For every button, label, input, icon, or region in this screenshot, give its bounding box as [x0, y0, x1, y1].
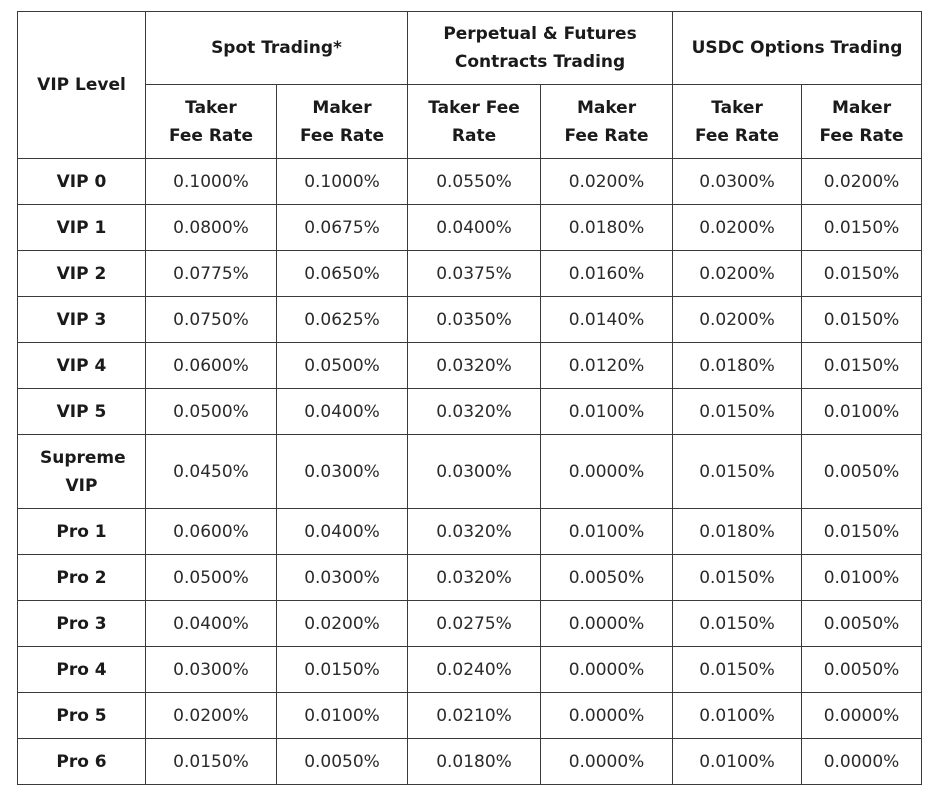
usdc-taker-header: Taker Fee Rate: [673, 85, 802, 159]
perp-taker-fee-cell: 0.0320%: [408, 343, 541, 389]
perp-maker-fee-cell: 0.0180%: [541, 205, 673, 251]
vip-level-cell: Supreme VIP: [18, 435, 146, 509]
perp-maker-fee-cell: 0.0140%: [541, 297, 673, 343]
perp-maker-fee-cell: 0.0000%: [541, 647, 673, 693]
spot-maker-fee-cell: 0.0100%: [277, 693, 408, 739]
spot-taker-fee-cell: 0.0775%: [146, 251, 277, 297]
spot-taker-fee-cell: 0.0300%: [146, 647, 277, 693]
usdc-maker-fee-cell: 0.0050%: [802, 647, 922, 693]
vip-level-cell: VIP 1: [18, 205, 146, 251]
perp-maker-fee-cell: 0.0000%: [541, 693, 673, 739]
spot-taker-fee-cell: 0.1000%: [146, 159, 277, 205]
usdc-options-header: USDC Options Trading: [673, 12, 922, 85]
perp-taker-fee-cell: 0.0320%: [408, 555, 541, 601]
spot-taker-fee-cell: 0.0450%: [146, 435, 277, 509]
spot-taker-header: Taker Fee Rate: [146, 85, 277, 159]
perpetual-futures-header: Perpetual & Futures Contracts Trading: [408, 12, 673, 85]
usdc-maker-fee-cell: 0.0050%: [802, 435, 922, 509]
vip-level-cell: VIP 4: [18, 343, 146, 389]
usdc-taker-fee-cell: 0.0180%: [673, 343, 802, 389]
usdc-taker-fee-cell: 0.0150%: [673, 555, 802, 601]
table-row: [18, 509, 922, 555]
usdc-maker-header: Maker Fee Rate: [802, 85, 922, 159]
usdc-maker-fee-cell: 0.0000%: [802, 693, 922, 739]
spot-maker-fee-cell: 0.0150%: [277, 647, 408, 693]
table-row: [18, 343, 922, 389]
perp-taker-fee-cell: 0.0210%: [408, 693, 541, 739]
vip-level-cell: Pro 2: [18, 555, 146, 601]
perp-taker-fee-cell: 0.0350%: [408, 297, 541, 343]
vip-level-cell: Pro 1: [18, 509, 146, 555]
perp-maker-fee-cell: 0.0000%: [541, 435, 673, 509]
usdc-taker-fee-cell: 0.0150%: [673, 647, 802, 693]
perp-taker-fee-cell: 0.0240%: [408, 647, 541, 693]
spot-maker-fee-cell: 0.0650%: [277, 251, 408, 297]
perp-maker-fee-cell: 0.0000%: [541, 601, 673, 647]
table-row: [18, 739, 922, 785]
vip-level-cell: VIP 5: [18, 389, 146, 435]
usdc-taker-fee-cell: 0.0100%: [673, 693, 802, 739]
spot-maker-fee-cell: 0.0300%: [277, 435, 408, 509]
vip-level-cell: Pro 3: [18, 601, 146, 647]
spot-maker-fee-cell: 0.1000%: [277, 159, 408, 205]
usdc-maker-fee-cell: 0.0150%: [802, 509, 922, 555]
table-row: [18, 205, 922, 251]
table-row: [18, 389, 922, 435]
vip-level-cell: VIP 2: [18, 251, 146, 297]
usdc-maker-fee-cell: 0.0000%: [802, 739, 922, 785]
spot-taker-fee-cell: 0.0500%: [146, 555, 277, 601]
spot-taker-fee-cell: 0.0400%: [146, 601, 277, 647]
perp-taker-fee-cell: 0.0180%: [408, 739, 541, 785]
spot-taker-fee-cell: 0.0200%: [146, 693, 277, 739]
spot-maker-fee-cell: 0.0675%: [277, 205, 408, 251]
spot-maker-fee-cell: 0.0400%: [277, 389, 408, 435]
perp-taker-fee-cell: 0.0550%: [408, 159, 541, 205]
spot-taker-fee-cell: 0.0150%: [146, 739, 277, 785]
usdc-taker-fee-cell: 0.0200%: [673, 297, 802, 343]
usdc-maker-fee-cell: 0.0100%: [802, 555, 922, 601]
spot-maker-header: Maker Fee Rate: [277, 85, 408, 159]
vip-level-cell: VIP 0: [18, 159, 146, 205]
perp-maker-header: Maker Fee Rate: [541, 85, 673, 159]
vip-level-cell: Pro 6: [18, 739, 146, 785]
perp-maker-fee-cell: 0.0000%: [541, 739, 673, 785]
perp-maker-fee-cell: 0.0050%: [541, 555, 673, 601]
vip-level-header: VIP Level: [18, 12, 146, 159]
perp-taker-header: Taker Fee Rate: [408, 85, 541, 159]
table-row: [18, 601, 922, 647]
spot-taker-fee-cell: 0.0600%: [146, 343, 277, 389]
perp-taker-fee-cell: 0.0375%: [408, 251, 541, 297]
perp-maker-fee-cell: 0.0160%: [541, 251, 673, 297]
spot-taker-fee-cell: 0.0800%: [146, 205, 277, 251]
perp-taker-fee-cell: 0.0320%: [408, 389, 541, 435]
spot-maker-fee-cell: 0.0625%: [277, 297, 408, 343]
usdc-maker-fee-cell: 0.0050%: [802, 601, 922, 647]
vip-level-cell: VIP 3: [18, 297, 146, 343]
spot-maker-fee-cell: 0.0200%: [277, 601, 408, 647]
usdc-maker-fee-cell: 0.0150%: [802, 343, 922, 389]
perp-taker-fee-cell: 0.0275%: [408, 601, 541, 647]
fee-rate-rows: [18, 159, 922, 785]
spot-maker-fee-cell: 0.0500%: [277, 343, 408, 389]
spot-taker-fee-cell: 0.0750%: [146, 297, 277, 343]
spot-maker-fee-cell: 0.0050%: [277, 739, 408, 785]
usdc-maker-fee-cell: 0.0150%: [802, 205, 922, 251]
spot-trading-header: Spot Trading*: [146, 12, 408, 85]
usdc-taker-fee-cell: 0.0100%: [673, 739, 802, 785]
usdc-taker-fee-cell: 0.0200%: [673, 205, 802, 251]
spot-maker-fee-cell: 0.0300%: [277, 555, 408, 601]
vip-level-cell: Pro 4: [18, 647, 146, 693]
usdc-taker-fee-cell: 0.0200%: [673, 251, 802, 297]
usdc-maker-fee-cell: 0.0200%: [802, 159, 922, 205]
usdc-taker-fee-cell: 0.0180%: [673, 509, 802, 555]
table-row: [18, 693, 922, 739]
perp-maker-fee-cell: 0.0200%: [541, 159, 673, 205]
usdc-taker-fee-cell: 0.0150%: [673, 389, 802, 435]
perp-maker-fee-cell: 0.0100%: [541, 509, 673, 555]
spot-maker-fee-cell: 0.0400%: [277, 509, 408, 555]
usdc-maker-fee-cell: 0.0100%: [802, 389, 922, 435]
perp-maker-fee-cell: 0.0100%: [541, 389, 673, 435]
spot-taker-fee-cell: 0.0500%: [146, 389, 277, 435]
table-row: [18, 435, 922, 509]
table-row: [18, 647, 922, 693]
table-row: [18, 251, 922, 297]
usdc-maker-fee-cell: 0.0150%: [802, 251, 922, 297]
fee-rate-table: [17, 11, 922, 785]
usdc-taker-fee-cell: 0.0150%: [673, 435, 802, 509]
spot-taker-fee-cell: 0.0600%: [146, 509, 277, 555]
table-row: [18, 297, 922, 343]
vip-level-cell: Pro 5: [18, 693, 146, 739]
perp-maker-fee-cell: 0.0120%: [541, 343, 673, 389]
usdc-maker-fee-cell: 0.0150%: [802, 297, 922, 343]
table-row: [18, 555, 922, 601]
perp-taker-fee-cell: 0.0400%: [408, 205, 541, 251]
perp-taker-fee-cell: 0.0320%: [408, 509, 541, 555]
usdc-taker-fee-cell: 0.0150%: [673, 601, 802, 647]
perp-taker-fee-cell: 0.0300%: [408, 435, 541, 509]
table-row: [18, 159, 922, 205]
usdc-taker-fee-cell: 0.0300%: [673, 159, 802, 205]
